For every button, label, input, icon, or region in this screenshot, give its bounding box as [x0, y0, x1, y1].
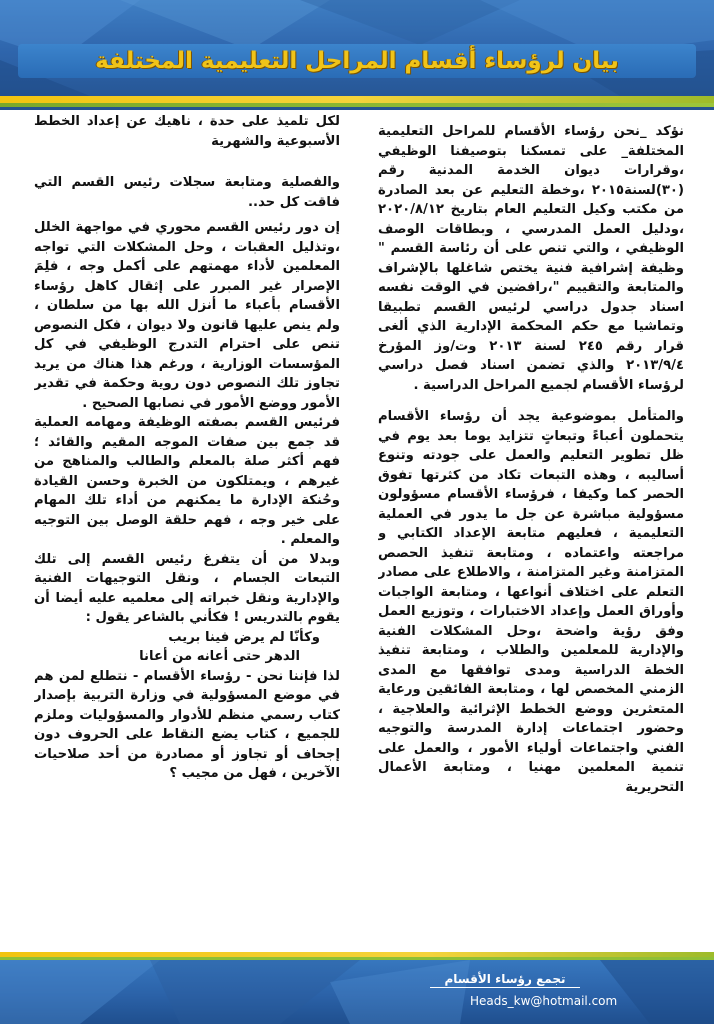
paragraph: والفصلية ومتابعة سجلات رئيس القسم التي فاقت كل حد.. [34, 175, 340, 210]
verse-line: الدهر حتى أعانه من أعانا [139, 649, 300, 664]
poem-verse [34, 628, 340, 667]
header-stripe-green [0, 103, 714, 107]
right-column [378, 112, 684, 940]
statement-body [34, 112, 684, 930]
paragraph: إن دور رئيس القسم محوري في مواجهة الخلل ،وتذليل العقبات ، وحل المشكلات التي تواجه المعلمين لأداء مهمتهم على أكمل وجه ، فلِمَ الإصرار غير المبرر على إثقال كاهل رؤساء الأقسام بأعباء ما أنزل الله بها من سلطان ، ولم ينص عليها قانون ولا ديوان ، فكل النصوص تنص على احترام التدرج الوظيفي في كل المؤسسات الوزارية ، ورغم هذا هناك من يريد تجاوز تلك النصوص دون روية وحكمة في تقدير الأمور ووضع الأمور في نصابها الصحيح . [34, 220, 340, 411]
paragraph: والمتأمل بموضوعية يجد أن رؤساء الأقسام يتحملون أعباءً وتبعاتٍ تتزايد يوما بعد يوم في ظل تطوير التعليم والعمل على جودته وتنوع أساليبه ، وهذه التبعات تكاد من كثرتها تفوق الحصر كما وكيفا ، فرؤساء الأقسام مسؤولون مسؤولية مباشرة عن جل ما يدور في العملية التعليمية ، فعليهم متابعة الإعداد الكتابي و مراجعته واعتماده ، ومتابعة تنفيذ الحصص المتزامنة وغير المتزامنة ، والاطلاع على مصادر التعلم على اختلاف أنواعها ، ومتابعة الواجبات وأوراق العمل وإعداد الاختبارات ، وتوزيع العمل وفق رؤية واضحة ،وحل المشكلات الفنية والإدارية للمعلمين والطلاب ، ومتابعة تنفيذ الخطة الدراسية ومدى توافقها مع المدى الزمني المخصص لها ، ومتابعة الفائقين ورعاية المتعثرين ووضع الخطط الإثرائية والعلاجية ، وحضور اجتماعات إدارة المدرسة والتوجيه الفني واجتماعات أولياء الأمور ، والعمل على تنمية المعلمين مهنيا ، ومتابعة الأعمال التحريرية [378, 409, 684, 795]
paragraph: لكل تلميذ على حدة ، ناهيك عن إعداد الخطط الأسبوعية والشهرية [34, 114, 340, 149]
contact-email: Heads_kw@hotmail.com [470, 994, 618, 1008]
page-title: بيان لرؤساء أقسام المراحل التعليمية المختلفة [95, 48, 619, 74]
paragraph: فرئيس القسم بصفته الوظيفة ومهامه العملية قد جمع بين صفات الموجه المقيم والقائد ؛ فهم أكثر صلة بالمعلم والطالب والمناهج من غيرهم ، ويمتلكون من الخبرة وحسن القيادة وحُنكة الإدارة ما يمكنهم من أداء تلك المهام على خير وجه ، فهم حلقة الوصل بين التوجيه والمعلم . [34, 415, 340, 547]
paragraph: لذا فإننا نحن - رؤساء الأقسام - نتطلع لمن هم في موضع المسؤولية في وزارة التربية بإصدار كتاب رسمي منظم للأدوار والمسؤوليات وملزم للجميع ، كتاب يضع النقاط على الحروف دون إجحاف أو تجاوز أو مصادرة من أحد صلاحيات الآخرين ، فهل من مجيب ؟ [34, 668, 340, 781]
left-column [34, 112, 340, 930]
footer-decoration [0, 952, 714, 1024]
header-banner [0, 0, 714, 110]
title-bar [18, 44, 696, 78]
header-stripe-yellow [0, 96, 714, 103]
verse-line: وكأنّا لم يرض فينا بريب [168, 629, 320, 645]
paragraph: نؤكد _نحن رؤساء الأقسام للمراحل التعليمية المختلفة_ على تمسكنا بتوصيفنا الوظيفي ،وقرارات ديوان الخدمة المدنية رقم (٣٠)لسنة٢٠١٥ ،وخطة التعليم عن بعد الصادرة من مكتب وكيل التعليم العام بتاريخ ٢٠٢٠/٨/١٢ ،ودليل العمل المدرسي ، وبطاقات الوصف الوظيفي ، والتي تنص على أن رئاسة القسم " وظيفة إشرافية فنية يختص شاغلها بالإشراف والمتابعة والتقييم "،رافضين في الوقت نفسه اسناد جدول دراسي لرئيس القسم تطبيقا وتماشيا مع حكم المحكمة الإدارية الذي ألغى قرار رقم ٢٤٥ لسنة ٢٠١٣ وت/وز المؤرخ ٢٠١٣/٩/٤ والذي تضمن اسناد فصل دراسي لرؤساء الأقسام لجميع المراحل الدراسية . [378, 124, 684, 393]
organization-name: تجمع رؤساء الأقسام [430, 972, 580, 988]
footer-stripe-green [0, 957, 714, 960]
paragraph: وبدلا من أن يتفرغ رئيس القسم إلى تلك التبعات الجسام ، ونقل التوجيهات الفنية والإدارية ونقل خبراته إلى معلميه عليه أيضا أن يقوم بالتدريس ! فكأني بالشاعر يقول : [34, 551, 340, 625]
footer-banner [0, 952, 714, 1024]
